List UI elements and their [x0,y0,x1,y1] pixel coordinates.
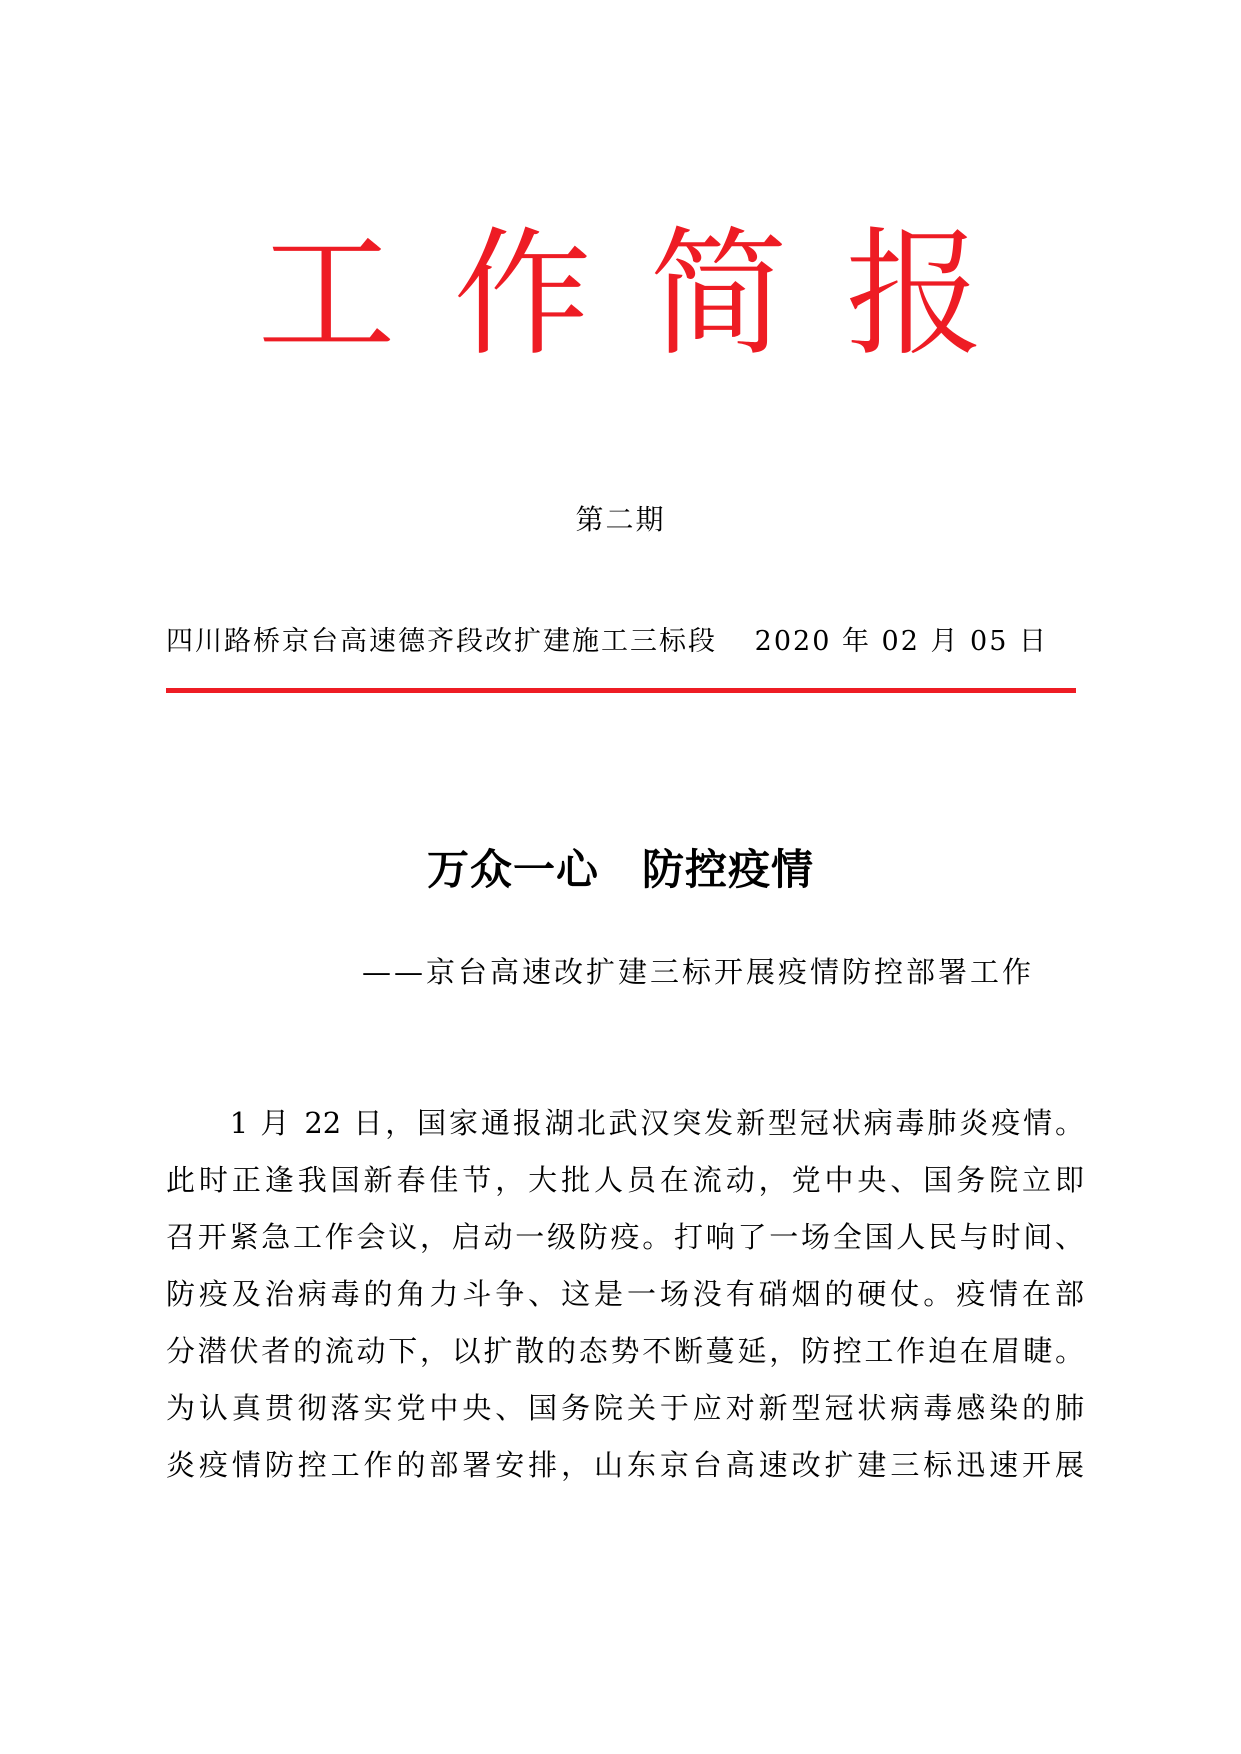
masthead-title: 工作简报 [257,214,1042,375]
body-line: 炎疫情防控工作的部署安排，山东京台高速改扩建三标迅速开展 [166,1448,1084,1482]
issuer-organization: 四川路桥京台高速德齐段改扩建施工三标段 [166,626,717,657]
body-line: 此时正逢我国新春佳节，大批人员在流动，党中央、国务院立即 [166,1163,1084,1197]
body-line: 1 月 22 日，国家通报湖北武汉突发新型冠状病毒肺炎疫情。 [166,1106,1084,1140]
article-subtitle: ——京台高速改扩建三标开展疫情防控部署工作 [362,955,1035,989]
issue-date: 2020 年 02 月 05 日 [754,626,1048,657]
body-line: 防疫及治病毒的角力斗争、这是一场没有硝烟的硬仗。疫情在部 [166,1277,1084,1311]
article-body [166,1095,1084,1494]
issue-number: 第二期 [575,503,666,536]
body-line: 召开紧急工作会议，启动一级防疫。打响了一场全国人民与时间、 [166,1220,1084,1254]
header-divider [166,688,1076,693]
article-title: 万众一心 防控疫情 [426,845,814,894]
body-line: 分潜伏者的流动下，以扩散的态势不断蔓延，防控工作迫在眉睫。 [166,1334,1084,1368]
issuer-line [166,622,1076,662]
body-line: 为认真贯彻落实党中央、国务院关于应对新型冠状病毒感染的肺 [166,1391,1084,1425]
